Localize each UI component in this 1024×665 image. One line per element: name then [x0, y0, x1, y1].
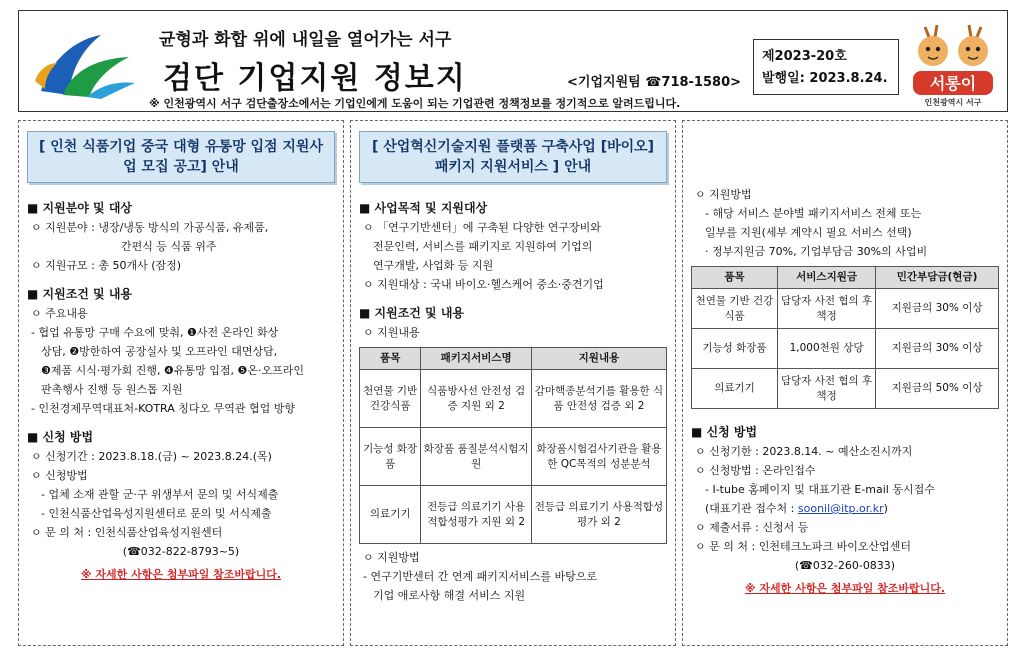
header-note: ※ 인천광역시 서구 검단출장소에서는 기업인에게 도움이 되는 기업관련 정책정보를 정기적으로 알려드립니다.: [149, 97, 681, 110]
issue-box: [753, 39, 899, 95]
table-cell: 의료기기: [360, 486, 421, 544]
email-link[interactable]: soonil@itp.or.kr: [797, 502, 884, 515]
attachment-notice[interactable]: ※ 자세한 사항은 첨부파일 참조바랍니다.: [80, 568, 282, 581]
table-cell: 지원금의 30% 이상: [876, 329, 999, 369]
contact-org: ㅇ 문 의 처 : 인천테크노파크 바이오산업센터: [695, 540, 911, 553]
text-line: ㅇ 신청방법: [31, 469, 88, 482]
text-line: - 인천경제무역대표처-KOTRA 칭다오 무역관 협업 방향: [31, 402, 296, 415]
text-line: ㅇ 지원대상 : 국내 바이오·헬스케어 중소·중견기업: [363, 278, 604, 291]
table-cell: 화장품시험검사기관을 활용한 QC목적의 성분분석: [531, 428, 666, 486]
heading-purpose: ■ 사업목적 및 지원대상: [359, 201, 488, 215]
slogan: 균형과 화합 위에 내일을 열어가는 서구: [159, 30, 452, 50]
heading-conditions: ■ 지원조건 및 내용: [359, 306, 465, 320]
text-line: 연구개발, 사업화 등 지원: [373, 259, 494, 272]
table-header: 민간부담금(현금): [876, 267, 999, 289]
email-prefix: (대표기관 접수처 :: [705, 502, 798, 515]
text-line: ㅇ 제출서류 : 신청서 등: [695, 521, 809, 534]
issue-date: 발행일: 2023.8.24.: [762, 71, 888, 86]
text-line: 판촉행사 진행 등 원스톱 지원: [41, 383, 183, 396]
text-line: ㅇ 신청방법 : 온라인접수: [695, 464, 816, 477]
attachment-notice[interactable]: ※ 자세한 사항은 첨부파일 참조바랍니다.: [744, 582, 946, 595]
table-cell: 감마핵종분석기를 활용한 식품 안전성 검증 외 2: [531, 370, 666, 428]
section-title-food-china: [ 인천 식품기업 중국 대형 유통망 입점 지원사업 모집 공고] 안내: [27, 131, 335, 183]
table-cell: 담당자 사전 협의 후 책정: [777, 369, 875, 409]
heading-apply: ■ 신청 방법: [27, 430, 94, 444]
column-food-china: [18, 120, 344, 646]
table-cell: 식품방사선 안전성 검증 지원 외 2: [421, 370, 532, 428]
page-title: 검단 기업지원 정보지: [163, 61, 467, 96]
text-line: - 인천식품산업육성지원센터로 문의 및 서식제출: [41, 507, 272, 520]
text-line: 상담, ❷방한하여 공장실사 및 오프라인 대면상담,: [41, 345, 278, 358]
email-suffix: ): [883, 502, 888, 515]
text-line: ㅇ 지원방법: [695, 188, 752, 201]
text-line: - 업체 소재 관할 군·구 위생부서 문의 및 서식제출: [41, 488, 279, 501]
table-cell: 화장품 품질분석시험지원: [421, 428, 532, 486]
table-cell: 지원금의 30% 이상: [876, 289, 999, 329]
text-line: ㅇ 지원분야 : 냉장/냉동 방식의 가공식품, 유제품,: [31, 221, 269, 234]
table-cell: 기능성 화장품: [360, 428, 421, 486]
table-header-row: [360, 348, 667, 370]
text-line: 전문인력, 서비스를 패키지로 지원하여 기업의: [373, 240, 593, 253]
funding-table: [691, 266, 999, 409]
table-cell: 기능성 화장품: [692, 329, 778, 369]
table-header: 지원내용: [531, 348, 666, 370]
text-line: - I-tube 홈페이지 및 대표기관 E-mail 동시접수: [705, 483, 935, 496]
heading-support-area: ■ 지원분야 및 대상: [27, 201, 133, 215]
package-table: [359, 347, 667, 544]
text-line: - 해당 서비스 분야별 패키지서비스 전체 또는: [705, 207, 922, 220]
text-line: ㅇ 지원규모 : 총 50개사 (잠정): [31, 259, 182, 272]
text-line: 간편식 등 식품 위주: [121, 240, 217, 253]
contact-org: ㅇ 문 의 처 : 인천식품산업육성지원센터: [31, 526, 223, 539]
issue-number: 제2023-20호: [762, 49, 847, 64]
table-row: [360, 370, 667, 428]
email-line: [691, 499, 999, 518]
newsletter-header: [18, 10, 1008, 112]
heading-apply: ■ 신청 방법: [691, 425, 758, 439]
table-cell: 전등급 의료기기 사용적합성 평가 외 2: [531, 486, 666, 544]
mascot-name: 서롱이: [929, 74, 977, 93]
text-line: 기업 애로사항 해결 서비스 지원: [373, 589, 526, 602]
table-cell: 지원금의 50% 이상: [876, 369, 999, 409]
mascot-deer-icon: [903, 19, 1003, 109]
table-header: 패키지서비스명: [421, 348, 532, 370]
column-bio-continued: [682, 120, 1008, 646]
text-line: ❸제품 시식·평가회 진행, ❹유통망 입점, ❺온·오프라인: [41, 364, 304, 377]
table-cell: 전등급 의료기기 사용적합성평가 지원 외 2: [421, 486, 532, 544]
table-cell: 천연물 기반 건강식품: [692, 289, 778, 329]
text-line: 일부를 지원(세부 계약시 필요 서비스 선택): [705, 226, 912, 239]
table-header-row: [692, 267, 999, 289]
table-cell: 담당자 사전 협의 후 책정: [777, 289, 875, 329]
text-line: ㅇ 지원내용: [363, 326, 420, 339]
contact-phone: (☎032-260-0833): [794, 559, 896, 572]
section-title-bio-package: [ 산업혁신기술지원 플랫폼 구축사업 [바이오] 패키지 지원서비스 ] 안내: [359, 131, 667, 183]
text-line: - 협업 유통망 구매 수요에 맞춰, ❶사전 온라인 화상: [31, 326, 279, 339]
text-line: ㅇ 「연구기반센터」에 구축된 다양한 연구장비와: [363, 221, 601, 234]
column-bio-package: [350, 120, 676, 646]
contact-phone: (☎032-822-8793~5): [122, 545, 240, 558]
heading-conditions: ■ 지원조건 및 내용: [27, 287, 133, 301]
table-header: 품목: [692, 267, 778, 289]
text-line: · 정부지원금 70%, 기업부담금 30%의 사업비: [705, 245, 928, 258]
text-line: ㅇ 지원방법: [363, 551, 420, 564]
table-header: 품목: [360, 348, 421, 370]
apply-period: ㅇ 신청기간 : 2023.8.18.(금) ~ 2023.8.24.(목): [31, 450, 272, 463]
mascot-org: 인천광역시 서구: [924, 98, 982, 107]
text-line: ㅇ 주요내용: [31, 307, 88, 320]
text-line: - 연구기반센터 간 연계 패키지서비스를 바탕으로: [363, 570, 597, 583]
table-row: [692, 289, 999, 329]
table-row: [692, 369, 999, 409]
table-row: [360, 486, 667, 544]
table-header: 서비스지원금: [777, 267, 875, 289]
table-row: [692, 329, 999, 369]
table-cell: 1,000천원 상당: [777, 329, 875, 369]
seogu-logo-icon: [31, 29, 141, 101]
table-row: [360, 428, 667, 486]
table-cell: 천연물 기반 건강식품: [360, 370, 421, 428]
table-cell: 의료기기: [692, 369, 778, 409]
team-contact: <기업지원팀 ☎718-1580>: [567, 75, 742, 90]
apply-deadline: ㅇ 신청기한 : 2023.8.14. ~ 예산소진시까지: [695, 445, 913, 458]
